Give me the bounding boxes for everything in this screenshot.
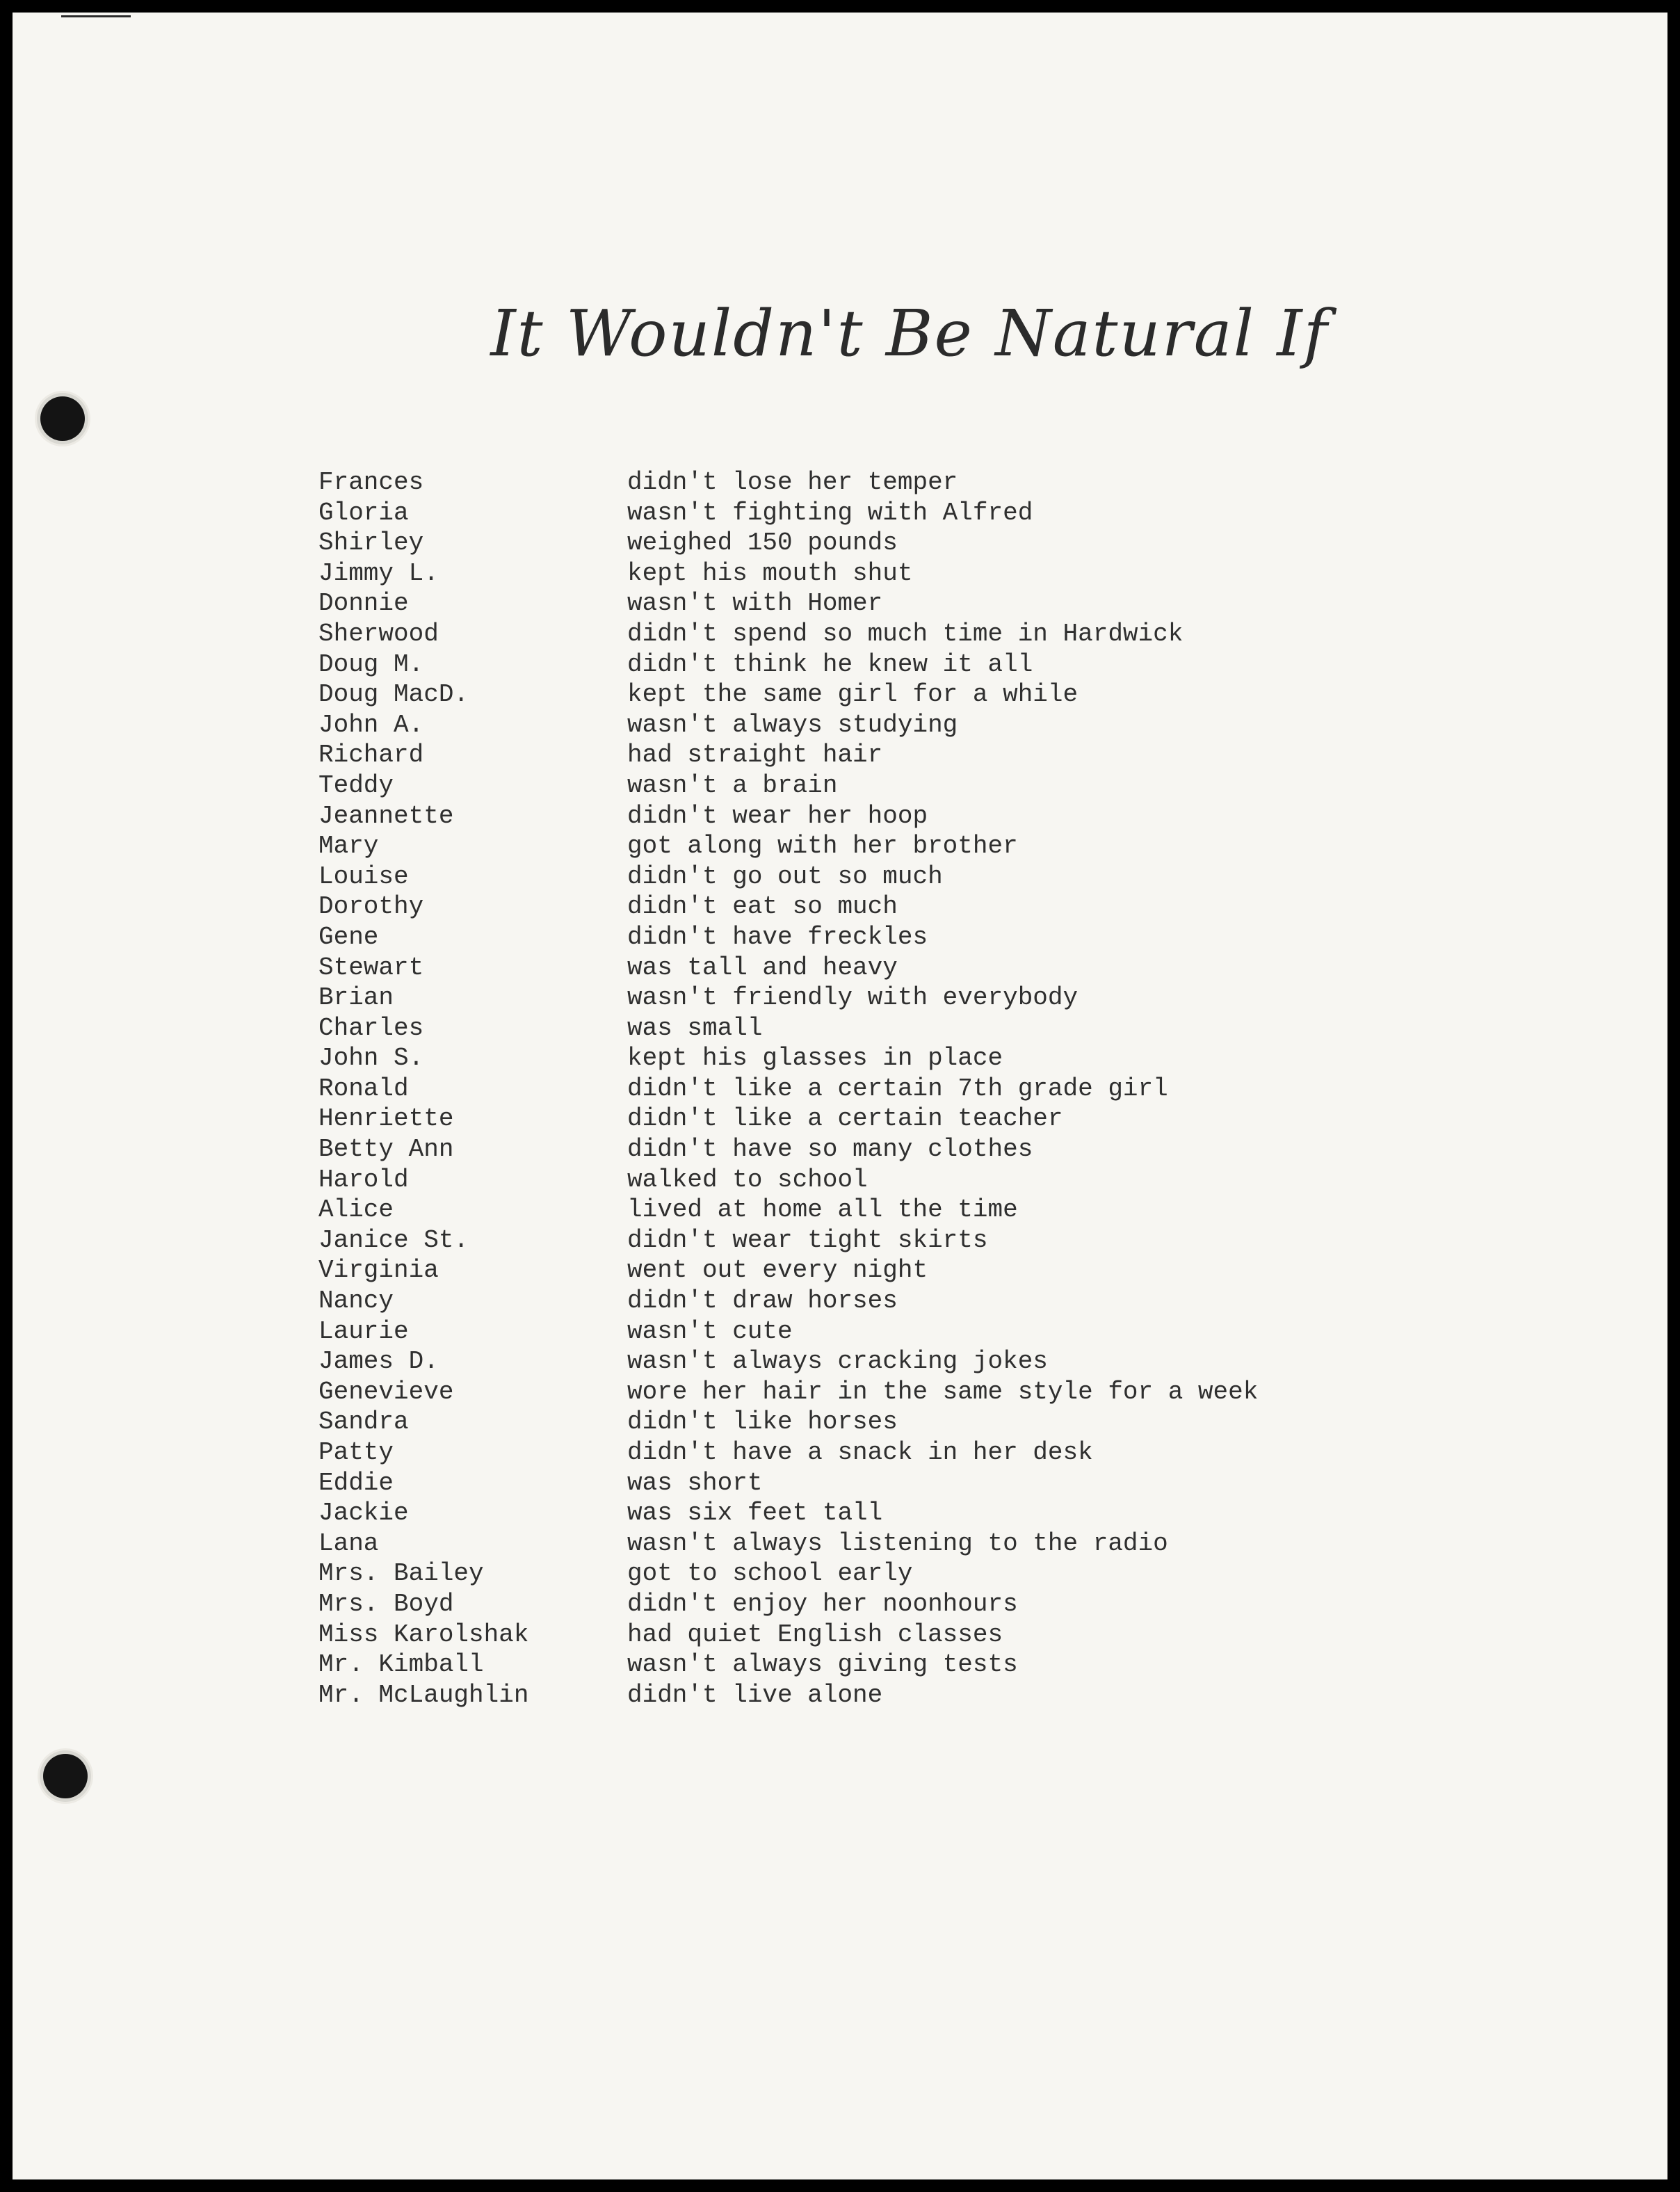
entry-name: Mr. McLaughlin — [318, 1680, 529, 1709]
list-item — [318, 953, 1501, 983]
list-item — [318, 983, 1501, 1013]
entry-text: didn't wear her hoop — [627, 801, 928, 830]
list-item — [318, 831, 1501, 862]
entry-name: Charles — [318, 1013, 424, 1042]
page-title: It Wouldn't Be Natural If — [490, 296, 1329, 371]
entry-text: was six feet tall — [627, 1499, 883, 1528]
entry-text: wasn't always giving tests — [627, 1650, 1018, 1679]
entry-list — [318, 467, 1501, 1710]
entry-text: didn't like horses — [627, 1408, 898, 1437]
entry-text: kept his mouth shut — [627, 558, 913, 588]
entry-text: wasn't a brain — [627, 771, 838, 800]
entry-name: Jeannette — [318, 801, 454, 830]
entry-name: Doug M. — [318, 650, 424, 679]
entry-name: Jackie — [318, 1499, 409, 1528]
entry-name: Frances — [318, 468, 424, 497]
list-item — [318, 771, 1501, 801]
list-item — [318, 1134, 1501, 1165]
entry-text: didn't think he knew it all — [627, 650, 1033, 679]
entry-text: didn't draw horses — [627, 1287, 898, 1316]
punch-hole-bottom — [43, 1754, 88, 1798]
entry-name: Mr. Kimball — [318, 1650, 484, 1679]
entry-text: didn't live alone — [627, 1680, 883, 1709]
list-item — [318, 558, 1501, 589]
list-item — [318, 1437, 1501, 1468]
entry-name: Donnie — [318, 589, 409, 618]
list-item — [318, 892, 1501, 922]
entry-name: Teddy — [318, 771, 394, 800]
entry-name: Louise — [318, 862, 409, 891]
corner-mark — [61, 15, 131, 17]
entry-text: kept the same girl for a while — [627, 680, 1079, 709]
entry-name: Patty — [318, 1438, 394, 1467]
entry-text: didn't like a certain teacher — [627, 1104, 1063, 1134]
list-item — [318, 1104, 1501, 1134]
entry-text: had straight hair — [627, 741, 883, 770]
entry-name: Sandra — [318, 1408, 409, 1437]
entry-name: Sherwood — [318, 619, 439, 648]
entry-text: was tall and heavy — [627, 953, 898, 982]
entry-text: wasn't cute — [627, 1316, 793, 1346]
entry-text: wasn't with Homer — [627, 589, 883, 618]
entry-text: went out every night — [627, 1256, 928, 1285]
list-item — [318, 1346, 1501, 1377]
list-item — [318, 1468, 1501, 1499]
entry-text: didn't eat so much — [627, 892, 898, 921]
entry-text: didn't wear tight skirts — [627, 1225, 988, 1255]
list-item — [318, 1589, 1501, 1620]
entry-text: got along with her brother — [627, 832, 1018, 861]
list-item — [318, 1316, 1501, 1347]
list-item — [318, 1529, 1501, 1559]
list-item — [318, 1165, 1501, 1195]
list-item — [318, 801, 1501, 832]
list-item — [318, 740, 1501, 771]
entry-text: didn't have so many clothes — [627, 1135, 1033, 1164]
entry-name: Shirley — [318, 529, 424, 558]
entry-name: Genevieve — [318, 1377, 454, 1406]
entry-name: John S. — [318, 1044, 424, 1073]
entry-name: Janice St. — [318, 1225, 469, 1255]
entry-text: walked to school — [627, 1165, 868, 1194]
list-item — [318, 1558, 1501, 1589]
entry-name: Stewart — [318, 953, 424, 982]
entry-name: Lana — [318, 1529, 379, 1558]
list-item — [318, 679, 1501, 710]
entry-name: Miss Karolshak — [318, 1620, 529, 1649]
list-item — [318, 1650, 1501, 1680]
entry-text: kept his glasses in place — [627, 1044, 1003, 1073]
entry-name: Jimmy L. — [318, 558, 439, 588]
entry-name: Betty Ann — [318, 1135, 454, 1164]
list-item — [318, 1255, 1501, 1286]
entry-text: was small — [627, 1013, 763, 1042]
entry-text: didn't go out so much — [627, 862, 943, 891]
list-item — [318, 1620, 1501, 1650]
document-page — [13, 13, 1667, 2179]
entry-name: Gene — [318, 922, 379, 951]
entry-text: didn't enjoy her noonhours — [627, 1589, 1018, 1618]
entry-text: lived at home all the time — [627, 1195, 1018, 1225]
list-item — [318, 1074, 1501, 1104]
entry-name: James D. — [318, 1347, 439, 1376]
entry-name: Alice — [318, 1195, 394, 1225]
entry-text: wasn't fighting with Alfred — [627, 498, 1033, 527]
entry-name: Mrs. Bailey — [318, 1559, 484, 1588]
punch-hole-top — [40, 396, 85, 441]
entry-name: Dorothy — [318, 892, 424, 921]
list-item — [318, 1680, 1501, 1711]
entry-text: didn't lose her temper — [627, 468, 958, 497]
entry-text: got to school early — [627, 1559, 913, 1588]
list-item — [318, 498, 1501, 529]
list-item — [318, 1498, 1501, 1529]
entry-name: Gloria — [318, 498, 409, 527]
list-item — [318, 1013, 1501, 1044]
entry-name: Mary — [318, 832, 379, 861]
entry-name: Ronald — [318, 1074, 409, 1103]
list-item — [318, 1195, 1501, 1225]
entry-name: Nancy — [318, 1287, 394, 1316]
entry-text: wasn't always studying — [627, 710, 958, 739]
list-item — [318, 467, 1501, 498]
entry-name: Henriette — [318, 1104, 454, 1134]
list-item — [318, 1286, 1501, 1316]
list-item — [318, 922, 1501, 953]
entry-name: John A. — [318, 710, 424, 739]
entry-text: didn't spend so much time in Hardwick — [627, 619, 1184, 648]
entry-name: Mrs. Boyd — [318, 1589, 454, 1618]
entry-text: wore her hair in the same style for a week — [627, 1377, 1259, 1406]
entry-text: wasn't always listening to the radio — [627, 1529, 1168, 1558]
list-item — [318, 650, 1501, 680]
entry-text: weighed 150 pounds — [627, 529, 898, 558]
list-item — [318, 619, 1501, 650]
entry-name: Harold — [318, 1165, 409, 1194]
entry-name: Laurie — [318, 1316, 409, 1346]
entry-name: Doug MacD. — [318, 680, 469, 709]
entry-name: Richard — [318, 741, 424, 770]
entry-text: was short — [627, 1468, 763, 1497]
list-item — [318, 1043, 1501, 1074]
list-item — [318, 528, 1501, 558]
list-item — [318, 1377, 1501, 1408]
entry-text: didn't like a certain 7th grade girl — [627, 1074, 1168, 1103]
entry-text: had quiet English classes — [627, 1620, 1003, 1649]
list-item — [318, 1225, 1501, 1256]
entry-text: wasn't friendly with everybody — [627, 983, 1079, 1013]
entry-text: didn't have freckles — [627, 922, 928, 951]
list-item — [318, 1407, 1501, 1437]
entry-name: Brian — [318, 983, 394, 1013]
entry-text: wasn't always cracking jokes — [627, 1347, 1048, 1376]
entry-text: didn't have a snack in her desk — [627, 1438, 1093, 1467]
entry-name: Virginia — [318, 1256, 439, 1285]
entry-name: Eddie — [318, 1468, 394, 1497]
list-item — [318, 588, 1501, 619]
list-item — [318, 710, 1501, 741]
list-item — [318, 862, 1501, 892]
